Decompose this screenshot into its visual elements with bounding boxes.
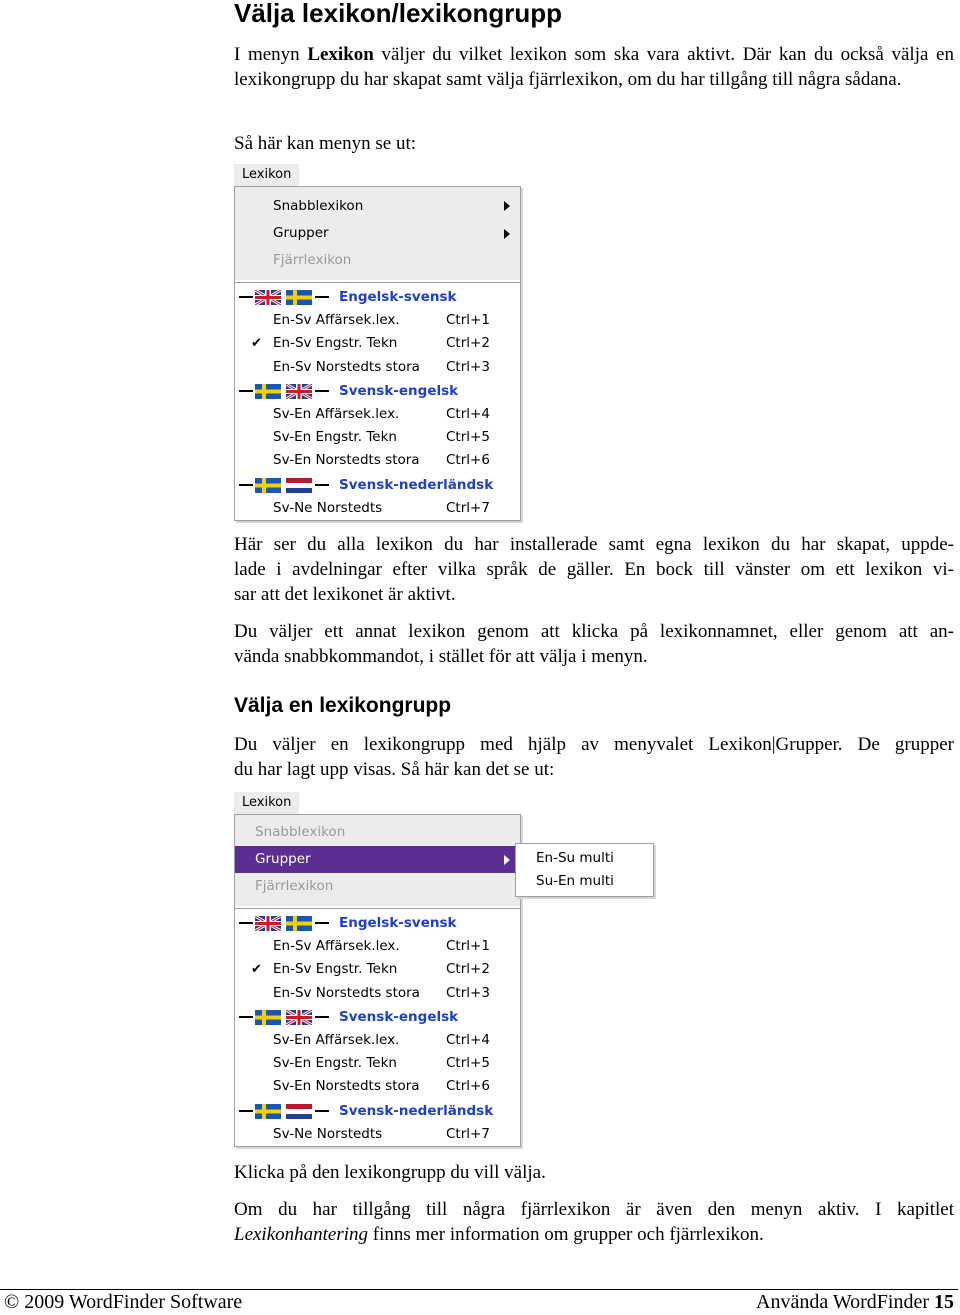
lexikon-item[interactable]	[235, 356, 520, 379]
lexikon-shortcut: Ctrl+6	[446, 1078, 490, 1095]
group-name: Svensk-nederländsk	[339, 1102, 494, 1119]
group-header[interactable]	[235, 1099, 520, 1123]
uk-flag-icon	[255, 290, 281, 305]
lexikon-item[interactable]	[235, 1075, 520, 1098]
lexikon-item[interactable]	[235, 403, 520, 426]
lexikon-item[interactable]	[235, 982, 520, 1005]
footer-copyright: © 2009 WordFinder Software	[4, 1291, 243, 1313]
group-name: Engelsk-svensk	[339, 915, 457, 931]
page-number: 15	[934, 1291, 954, 1313]
group-name: Svensk-nederländsk	[339, 476, 494, 493]
description-paragraph: Här ser du alla lexikon du har installerade samt egna lexikon du har skapat, uppde- lade i avdelningar efter vilka språk de gäller. En bock till vänster om ett lexikon vi- sar att det lexikonet är aktivt.	[234, 534, 954, 605]
lexikon-item[interactable]	[235, 426, 520, 449]
se-flag-icon	[286, 916, 312, 931]
group-header[interactable]	[235, 1005, 520, 1029]
chapter-reference: Lexikonhantering	[234, 1224, 369, 1245]
lexikon-name: Sv-Ne Norstedts	[273, 499, 383, 516]
lexikon-list	[235, 285, 520, 520]
group-name: Svensk-engelsk	[339, 1008, 459, 1025]
lexikon-shortcut: Ctrl+1	[446, 938, 490, 954]
lexikon-item[interactable]	[235, 1123, 520, 1146]
group-header[interactable]	[235, 911, 520, 935]
lexikon-name: En-Sv Affärsek.lex.	[273, 938, 400, 954]
lexikon-menu-1	[234, 186, 521, 521]
lexikon-shortcut: Ctrl+7	[446, 1125, 490, 1142]
lexikon-name: En-Sv Engstr. Tekn	[273, 335, 398, 352]
lexikon-name: Sv-En Norstedts stora	[273, 1078, 420, 1095]
se-flag-icon	[286, 290, 312, 305]
section-heading: Välja en lexikongrupp	[234, 694, 452, 717]
lexikon-name: Sv-En Affärsek.lex.	[273, 1031, 400, 1048]
nl-flag-icon	[286, 478, 312, 493]
submenu-arrow-icon	[504, 855, 510, 865]
menu-item-grupper-highlighted[interactable]: Grupper	[235, 846, 520, 873]
lexikon-shortcut: Ctrl+3	[446, 984, 490, 1001]
remote-paragraph: Om du har tillgång till några fjärrlexikon är även den menyn aktiv. I kapitlet Lexikonhantering finns mer information om grupper och fjärrlexikon.	[234, 1199, 954, 1245]
submenu-item-su-en[interactable]: Su-En multi	[536, 873, 614, 889]
lexikon-shortcut: Ctrl+5	[446, 1055, 490, 1072]
lexikon-name: Sv-Ne Norstedts	[273, 1125, 383, 1142]
lexikon-item[interactable]	[235, 1052, 520, 1075]
lexikon-name: Sv-En Engstr. Tekn	[273, 1055, 397, 1072]
menubar-lexikon[interactable]: Lexikon	[234, 164, 299, 186]
page-heading: Välja lexikon/lexikongrupp	[234, 0, 562, 28]
lexikon-name: Sv-En Norstedts stora	[273, 452, 420, 469]
lexikon-item[interactable]	[235, 449, 520, 472]
lexikon-item[interactable]	[235, 1029, 520, 1052]
menu-item-fjarrlexikon: Fjärrlexikon	[255, 878, 334, 894]
menubar-lexikon-2[interactable]: Lexikon	[234, 792, 299, 814]
lexikon-shortcut: Ctrl+6	[446, 452, 490, 469]
grupper-submenu	[515, 843, 654, 897]
submenu-arrow-icon	[504, 229, 510, 239]
group-header[interactable]	[235, 473, 520, 497]
lexikon-item[interactable]	[235, 309, 520, 332]
group-name: Svensk-engelsk	[339, 382, 459, 399]
lexikon-shortcut: Ctrl+4	[446, 405, 490, 422]
group-paragraph: Du väljer en lexikongrupp med hjälp av menyvalet Lexikon|Grupper. De grupper du har lagt upp visas. Så här kan det se ut:	[234, 734, 954, 780]
lexikon-list	[235, 911, 520, 1146]
menu-item-snabblexikon[interactable]: Snabblexikon	[235, 187, 520, 220]
lexikon-shortcut: Ctrl+4	[446, 1031, 490, 1048]
menu-item-snabblexikon: Snabblexikon	[255, 824, 346, 840]
lexikon-name: En-Sv Norstedts stora	[273, 984, 420, 1001]
group-header[interactable]	[235, 285, 520, 309]
intro-paragraph: I menyn Lexikon väljer du vilket lexikon som ska vara aktivt. Där kan du också välja en lexikongrupp du har skapat samt välja fjärrlexikon, om du har tillgång till några sådana.	[234, 44, 954, 90]
lexikon-name: En-Sv Norstedts stora	[273, 358, 420, 375]
lexikon-name: En-Sv Engstr. Tekn	[273, 961, 398, 978]
group-header[interactable]	[235, 379, 520, 403]
lexikon-shortcut: Ctrl+2	[446, 961, 490, 978]
lexikon-item[interactable]	[235, 497, 520, 520]
submenu-arrow-icon	[504, 201, 510, 211]
se-flag-icon	[255, 1010, 281, 1025]
lexikon-shortcut: Ctrl+5	[446, 429, 490, 446]
menu-item-grupper[interactable]: Grupper	[235, 220, 520, 247]
lexikon-name: Sv-En Engstr. Tekn	[273, 429, 397, 446]
uk-flag-icon	[255, 916, 281, 931]
menu-intro-text: Så här kan menyn se ut:	[234, 133, 417, 154]
se-flag-icon	[255, 478, 281, 493]
menu-name-bold: Lexikon	[307, 44, 374, 65]
menu-item-fjarrlexikon: Fjärrlexikon	[273, 252, 352, 268]
se-flag-icon	[255, 384, 281, 399]
lexikon-shortcut: Ctrl+3	[446, 358, 490, 375]
shortcut-paragraph: Du väljer ett annat lexikon genom att klicka på lexikonnamnet, eller genom att an- vända snabbkommandot, i stället för att välja i menyn.	[234, 621, 954, 667]
lexikon-menu-2	[234, 814, 521, 1147]
footer-divider	[0, 1289, 958, 1290]
se-flag-icon	[255, 1104, 281, 1119]
lexikon-shortcut: Ctrl+7	[446, 499, 490, 516]
uk-flag-icon	[286, 1010, 312, 1025]
lexikon-shortcut: Ctrl+2	[446, 335, 490, 352]
uk-flag-icon	[286, 384, 312, 399]
check-icon: ✔	[251, 336, 262, 352]
lexikon-item[interactable]	[235, 958, 520, 981]
footer-page-info: Använda WordFinder 15	[756, 1291, 954, 1313]
submenu-item-en-su[interactable]: En-Su multi	[536, 850, 614, 866]
nl-flag-icon	[286, 1104, 312, 1119]
lexikon-name: Sv-En Affärsek.lex.	[273, 405, 400, 422]
lexikon-item[interactable]	[235, 332, 520, 355]
group-name: Engelsk-svensk	[339, 289, 457, 305]
check-icon: ✔	[251, 962, 262, 978]
lexikon-shortcut: Ctrl+1	[446, 312, 490, 328]
lexikon-item[interactable]	[235, 935, 520, 958]
click-instruction: Klicka på den lexikongrupp du vill välja.	[234, 1162, 546, 1183]
lexikon-name: En-Sv Affärsek.lex.	[273, 312, 400, 328]
